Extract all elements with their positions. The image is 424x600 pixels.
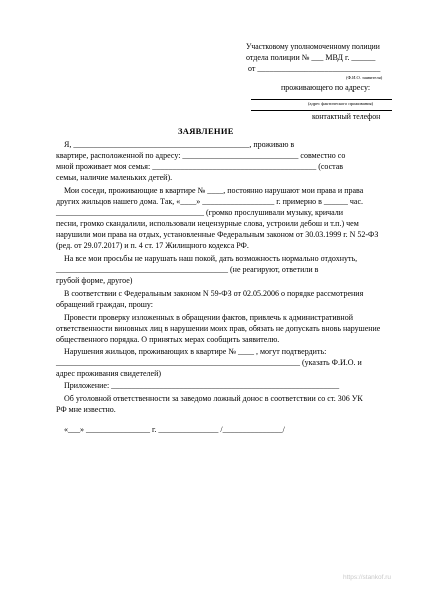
body-line: _____________________________________ (громко прослушивали музыку, кричали [56, 208, 344, 217]
body-line: других жильцов нашего дома. Так, «____» __________________ г. примерно в ______ час. [56, 197, 363, 206]
body-line: обращений граждан, прошу: [56, 300, 153, 309]
body-line: песни, громко скандалили, использовали нецензурные слова, устроили дебош и т.п.) чем [56, 219, 359, 228]
body-line: (ред. от 29.07.2017) и п. 4 ст. 17 Жилищного кодекса РФ. [56, 241, 249, 250]
body-line: Провести проверку изложенных в обращении фактов, привлечь к административной [64, 313, 353, 322]
body-line: грубой форме, другое) [56, 276, 133, 285]
body-line: В соответствии с Федеральным законом N 59-ФЗ от 02.05.2006 о порядке рассмотрения [64, 289, 364, 298]
addressee-line-2: отдела полиции № ___ МВД г. ______ [246, 53, 376, 62]
body-line: квартире, расположенной по адресу: _____________________________ совместно со [56, 151, 346, 160]
watermark: https://stankof.ru [343, 574, 392, 581]
body-line: адрес проживания свидетелей) [56, 369, 162, 378]
document-title: ЗАЯВЛЕНИЕ [178, 126, 234, 136]
body-line: Я, ____________________________________________, проживаю в [64, 140, 295, 149]
body-line: мной проживает моя семья: _________________________________________ (состав [56, 162, 344, 171]
body-line: Об уголовной ответственности за заведомо ложный донос в соответствии со ст. 306 УК [64, 394, 363, 403]
applicant-name-caption: (Ф.И.О. заявителя) [346, 75, 383, 80]
address-blank-line [251, 99, 392, 100]
phone-label: контактный телефон [312, 112, 381, 121]
body-line: Мои соседи, проживающие в квартире № ____, постоянно нарушают мои права и права [64, 186, 364, 195]
body-line: Нарушения жильцов, проживающих в квартире № ____ , могут подтвердить: [64, 347, 327, 356]
addressee-line-1: Участковому уполномоченному полиции [246, 42, 380, 51]
body-line: На все мои просьбы не нарушать наш покой, дать возможность нормально отдохнуть, [64, 254, 358, 263]
body-line: ответственности виновных лиц в нарушении моих прав, обязать не допускать вновь нарушение [56, 324, 381, 333]
address-blank-line-2 [251, 110, 392, 111]
body-line: нарушили мои права на отдых, установленные Федеральным законом от 30.03.1999 г. N 52-ФЗ [56, 230, 379, 239]
body-line: ___________________________________________ (не реагируют, ответили в [56, 265, 319, 274]
body-line: РФ мне известно. [56, 405, 116, 414]
body-line: _____________________________________________________________ (указать Ф.И.О. и [56, 358, 362, 367]
address-caption: (адрес фактического проживания) [308, 101, 374, 106]
address-label: проживающего по адресу: [281, 83, 371, 92]
body-line: общественного порядка. О принятых мерах сообщить заявителю. [56, 335, 280, 344]
body-line: семьи, наличие маленьких детей). [56, 173, 173, 182]
applicant-line: от _______________________________ [248, 64, 381, 73]
signature-line: «___» ________________ г. _______________ /_______________/ [64, 425, 285, 434]
body-line: Приложение: _________________________________________________________ [64, 381, 340, 390]
